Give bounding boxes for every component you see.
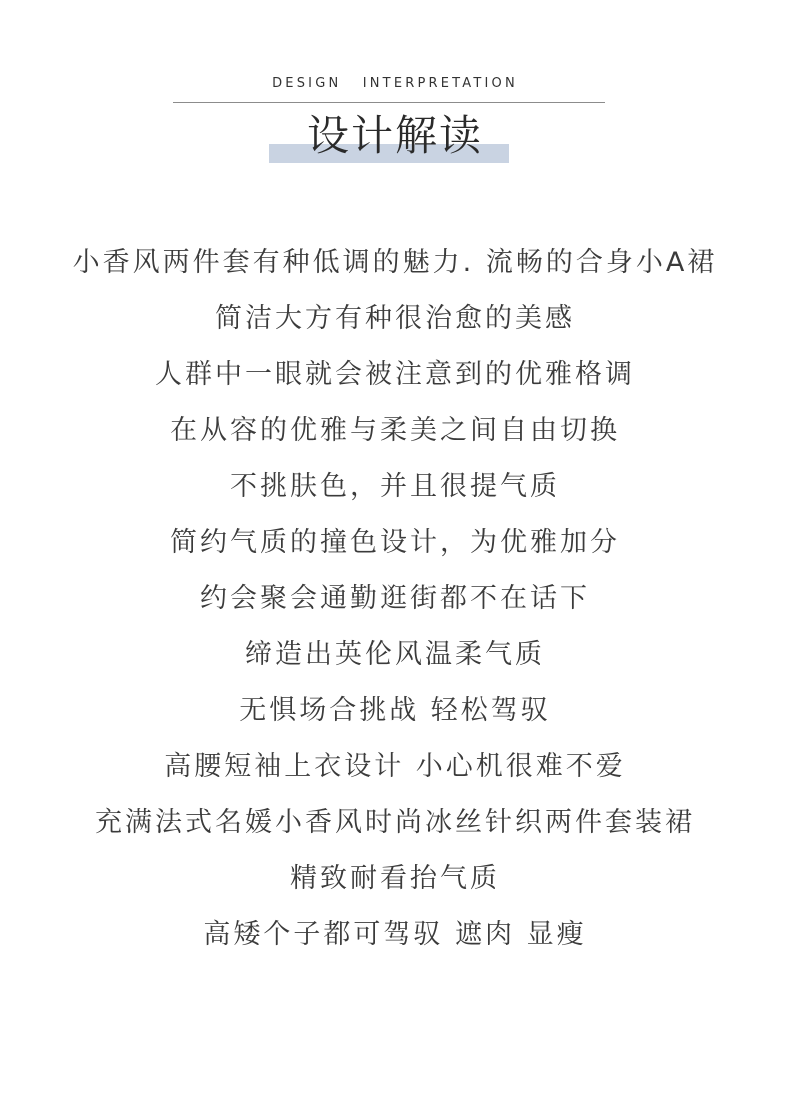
description-line: 不挑肤色，并且很提气质	[230, 471, 560, 502]
section-subtitle-en: DESIGN INTERPRETATION	[272, 76, 518, 91]
section-header	[0, 0, 790, 180]
section-title: 设计解读	[306, 111, 483, 160]
description-line: 缔造出英伦风温柔气质	[245, 639, 545, 670]
description-line: 精致耐看抬气质	[290, 863, 500, 894]
description-line: 高矮个子都可驾驭 遮肉 显瘦	[203, 919, 587, 950]
description-line: 约会聚会通勤逛街都不在话下	[200, 583, 590, 614]
description-line: 人群中一眼就会被注意到的优雅格调	[155, 359, 635, 390]
description-line: 在从容的优雅与柔美之间自由切换	[170, 415, 620, 446]
description-line: 充满法式名媛小香风时尚冰丝针织两件套装裙	[95, 807, 695, 838]
description-line: 小香风两件套有种低调的魅力. 流畅的合身小A裙	[72, 247, 718, 278]
description-block	[0, 240, 790, 968]
description-line: 高腰短袖上衣设计 小心机很难不爱	[164, 751, 626, 782]
header-divider	[173, 102, 605, 103]
description-line: 无惧场合挑战 轻松驾驭	[239, 695, 551, 726]
description-line: 简洁大方有种很治愈的美感	[215, 303, 575, 334]
description-line: 简约气质的撞色设计，为优雅加分	[170, 527, 620, 558]
